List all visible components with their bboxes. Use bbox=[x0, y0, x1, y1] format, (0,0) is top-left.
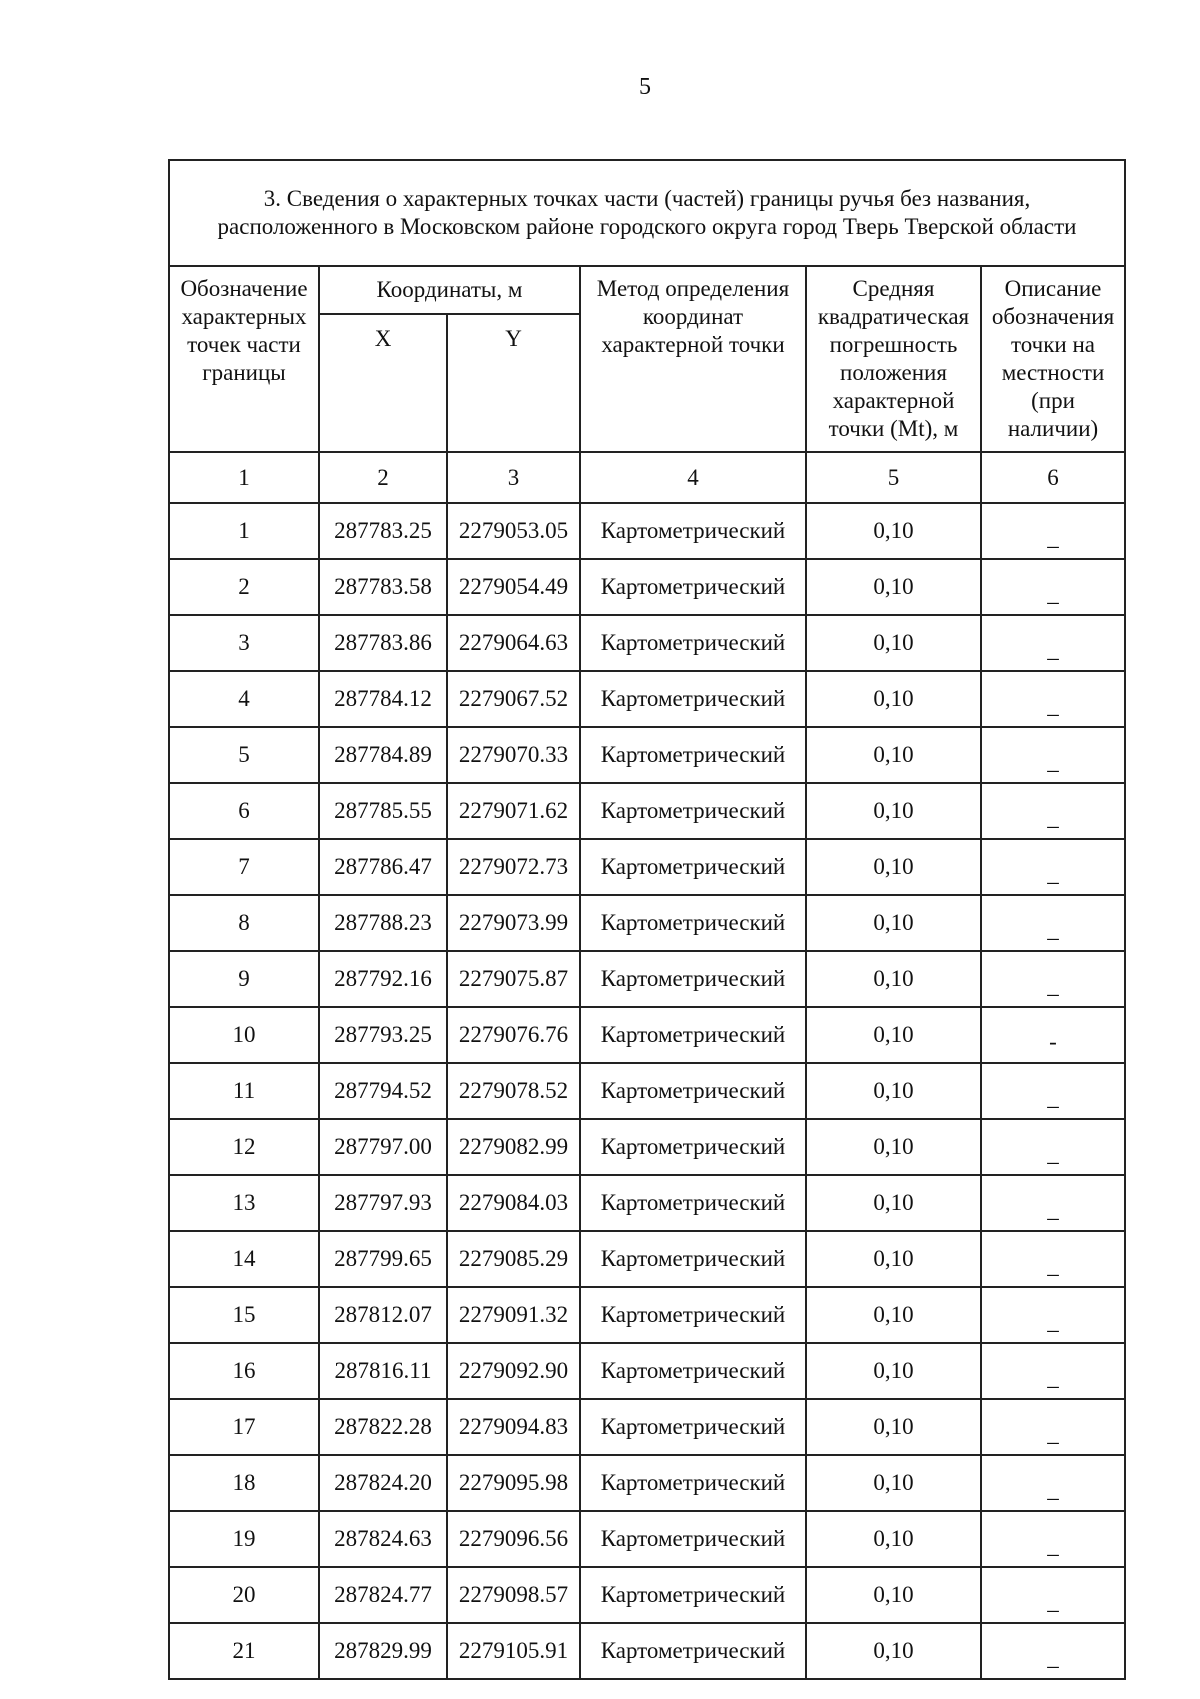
accuracy-cell: 0,10 bbox=[806, 951, 981, 1007]
y-coordinate-cell: 2279091.32 bbox=[447, 1287, 580, 1343]
y-coordinate-cell: 2279067.52 bbox=[447, 671, 580, 727]
description-cell: _ bbox=[981, 895, 1125, 951]
table-row bbox=[169, 559, 1125, 615]
header-x: X bbox=[319, 314, 447, 452]
boundary-points-table bbox=[168, 159, 1126, 1680]
accuracy-cell: 0,10 bbox=[806, 1007, 981, 1063]
description-cell: _ bbox=[981, 1063, 1125, 1119]
header-accuracy: Средняя квадратическая погрешность положения характерной точки (Mt), м bbox=[806, 266, 981, 452]
y-coordinate-cell: 2279072.73 bbox=[447, 839, 580, 895]
description-cell: _ bbox=[981, 559, 1125, 615]
header-description: Описание обозначения точки на местности (при наличии) bbox=[981, 266, 1125, 452]
y-coordinate-cell: 2279094.83 bbox=[447, 1399, 580, 1455]
y-coordinate-cell: 2279082.99 bbox=[447, 1119, 580, 1175]
description-cell: _ bbox=[981, 615, 1125, 671]
x-coordinate-cell: 287794.52 bbox=[319, 1063, 447, 1119]
point-number-cell: 2 bbox=[169, 559, 319, 615]
x-coordinate-cell: 287783.25 bbox=[319, 503, 447, 559]
description-cell: - bbox=[981, 1007, 1125, 1063]
x-coordinate-cell: 287786.47 bbox=[319, 839, 447, 895]
y-coordinate-cell: 2279075.87 bbox=[447, 951, 580, 1007]
accuracy-cell: 0,10 bbox=[806, 1623, 981, 1679]
method-cell: Картометрический bbox=[580, 1119, 806, 1175]
description-cell: _ bbox=[981, 1175, 1125, 1231]
table-body bbox=[169, 503, 1125, 1679]
description-cell: _ bbox=[981, 1119, 1125, 1175]
table-row bbox=[169, 1567, 1125, 1623]
header-y: Y bbox=[447, 314, 580, 452]
method-cell: Картометрический bbox=[580, 1007, 806, 1063]
x-coordinate-cell: 287822.28 bbox=[319, 1399, 447, 1455]
x-coordinate-cell: 287816.11 bbox=[319, 1343, 447, 1399]
accuracy-cell: 0,10 bbox=[806, 1511, 981, 1567]
point-number-cell: 10 bbox=[169, 1007, 319, 1063]
method-cell: Картометрический bbox=[580, 1063, 806, 1119]
description-cell: _ bbox=[981, 1231, 1125, 1287]
x-coordinate-cell: 287784.12 bbox=[319, 671, 447, 727]
table-row bbox=[169, 1063, 1125, 1119]
table-row bbox=[169, 1175, 1125, 1231]
method-cell: Картометрический bbox=[580, 1511, 806, 1567]
method-cell: Картометрический bbox=[580, 615, 806, 671]
description-cell: _ bbox=[981, 1343, 1125, 1399]
y-coordinate-cell: 2279078.52 bbox=[447, 1063, 580, 1119]
y-coordinate-cell: 2279098.57 bbox=[447, 1567, 580, 1623]
column-number: 6 bbox=[981, 452, 1125, 503]
table-title: 3. Сведения о характерных точках части (частей) границы ручья без названия, расположенного в Московском районе городского округа город Тверь Тверской области bbox=[169, 160, 1125, 266]
accuracy-cell: 0,10 bbox=[806, 1567, 981, 1623]
point-number-cell: 12 bbox=[169, 1119, 319, 1175]
x-coordinate-cell: 287793.25 bbox=[319, 1007, 447, 1063]
method-cell: Картометрический bbox=[580, 1455, 806, 1511]
y-coordinate-cell: 2279071.62 bbox=[447, 783, 580, 839]
column-number: 3 bbox=[447, 452, 580, 503]
description-cell: _ bbox=[981, 783, 1125, 839]
description-cell: _ bbox=[981, 1511, 1125, 1567]
x-coordinate-cell: 287824.77 bbox=[319, 1567, 447, 1623]
table-row bbox=[169, 1119, 1125, 1175]
x-coordinate-cell: 287783.86 bbox=[319, 615, 447, 671]
description-cell: _ bbox=[981, 951, 1125, 1007]
y-coordinate-cell: 2279095.98 bbox=[447, 1455, 580, 1511]
method-cell: Картометрический bbox=[580, 671, 806, 727]
table-row bbox=[169, 1287, 1125, 1343]
point-number-cell: 13 bbox=[169, 1175, 319, 1231]
description-cell: _ bbox=[981, 727, 1125, 783]
accuracy-cell: 0,10 bbox=[806, 839, 981, 895]
accuracy-cell: 0,10 bbox=[806, 615, 981, 671]
table-row bbox=[169, 615, 1125, 671]
description-cell: _ bbox=[981, 1623, 1125, 1679]
table-row bbox=[169, 1231, 1125, 1287]
table-row bbox=[169, 1343, 1125, 1399]
method-cell: Картометрический bbox=[580, 1287, 806, 1343]
method-cell: Картометрический bbox=[580, 559, 806, 615]
page-number: 5 bbox=[639, 74, 651, 100]
x-coordinate-cell: 287829.99 bbox=[319, 1623, 447, 1679]
point-number-cell: 5 bbox=[169, 727, 319, 783]
method-cell: Картометрический bbox=[580, 895, 806, 951]
x-coordinate-cell: 287792.16 bbox=[319, 951, 447, 1007]
method-cell: Картометрический bbox=[580, 951, 806, 1007]
point-number-cell: 9 bbox=[169, 951, 319, 1007]
point-number-cell: 1 bbox=[169, 503, 319, 559]
point-number-cell: 11 bbox=[169, 1063, 319, 1119]
point-number-cell: 7 bbox=[169, 839, 319, 895]
column-number: 5 bbox=[806, 452, 981, 503]
table-row bbox=[169, 727, 1125, 783]
accuracy-cell: 0,10 bbox=[806, 1175, 981, 1231]
accuracy-cell: 0,10 bbox=[806, 559, 981, 615]
header-coordinates: Координаты, м bbox=[319, 266, 580, 314]
point-number-cell: 15 bbox=[169, 1287, 319, 1343]
table-row bbox=[169, 1623, 1125, 1679]
description-cell: _ bbox=[981, 1567, 1125, 1623]
accuracy-cell: 0,10 bbox=[806, 783, 981, 839]
description-cell: _ bbox=[981, 503, 1125, 559]
column-number: 4 bbox=[580, 452, 806, 503]
point-number-cell: 18 bbox=[169, 1455, 319, 1511]
method-cell: Картометрический bbox=[580, 1567, 806, 1623]
y-coordinate-cell: 2279085.29 bbox=[447, 1231, 580, 1287]
point-number-cell: 20 bbox=[169, 1567, 319, 1623]
accuracy-cell: 0,10 bbox=[806, 1063, 981, 1119]
accuracy-cell: 0,10 bbox=[806, 1343, 981, 1399]
x-coordinate-cell: 287783.58 bbox=[319, 559, 447, 615]
method-cell: Картометрический bbox=[580, 503, 806, 559]
y-coordinate-cell: 2279054.49 bbox=[447, 559, 580, 615]
method-cell: Картометрический bbox=[580, 1623, 806, 1679]
y-coordinate-cell: 2279073.99 bbox=[447, 895, 580, 951]
table-row bbox=[169, 1399, 1125, 1455]
point-number-cell: 19 bbox=[169, 1511, 319, 1567]
description-cell: _ bbox=[981, 1399, 1125, 1455]
table-row bbox=[169, 895, 1125, 951]
table-row bbox=[169, 1511, 1125, 1567]
method-cell: Картометрический bbox=[580, 1343, 806, 1399]
accuracy-cell: 0,10 bbox=[806, 1455, 981, 1511]
x-coordinate-cell: 287785.55 bbox=[319, 783, 447, 839]
point-number-cell: 8 bbox=[169, 895, 319, 951]
table-row bbox=[169, 503, 1125, 559]
accuracy-cell: 0,10 bbox=[806, 1399, 981, 1455]
header-point-designation: Обозначение характерных точек части границы bbox=[169, 266, 319, 452]
point-number-cell: 4 bbox=[169, 671, 319, 727]
accuracy-cell: 0,10 bbox=[806, 671, 981, 727]
method-cell: Картометрический bbox=[580, 727, 806, 783]
method-cell: Картометрический bbox=[580, 783, 806, 839]
y-coordinate-cell: 2279076.76 bbox=[447, 1007, 580, 1063]
accuracy-cell: 0,10 bbox=[806, 1231, 981, 1287]
table-row bbox=[169, 783, 1125, 839]
accuracy-cell: 0,10 bbox=[806, 727, 981, 783]
description-cell: _ bbox=[981, 839, 1125, 895]
y-coordinate-cell: 2279084.03 bbox=[447, 1175, 580, 1231]
accuracy-cell: 0,10 bbox=[806, 1119, 981, 1175]
x-coordinate-cell: 287788.23 bbox=[319, 895, 447, 951]
table-row bbox=[169, 951, 1125, 1007]
y-coordinate-cell: 2279105.91 bbox=[447, 1623, 580, 1679]
table-row bbox=[169, 839, 1125, 895]
method-cell: Картометрический bbox=[580, 1231, 806, 1287]
y-coordinate-cell: 2279096.56 bbox=[447, 1511, 580, 1567]
table-row bbox=[169, 1007, 1125, 1063]
method-cell: Картометрический bbox=[580, 839, 806, 895]
description-cell: _ bbox=[981, 1287, 1125, 1343]
accuracy-cell: 0,10 bbox=[806, 895, 981, 951]
point-number-cell: 16 bbox=[169, 1343, 319, 1399]
table-row bbox=[169, 671, 1125, 727]
method-cell: Картометрический bbox=[580, 1175, 806, 1231]
column-numbers-row bbox=[169, 452, 1125, 503]
y-coordinate-cell: 2279053.05 bbox=[447, 503, 580, 559]
accuracy-cell: 0,10 bbox=[806, 503, 981, 559]
accuracy-cell: 0,10 bbox=[806, 1287, 981, 1343]
point-number-cell: 21 bbox=[169, 1623, 319, 1679]
y-coordinate-cell: 2279064.63 bbox=[447, 615, 580, 671]
table-row bbox=[169, 1455, 1125, 1511]
point-number-cell: 3 bbox=[169, 615, 319, 671]
header-method: Метод определения координат характерной точки bbox=[580, 266, 806, 452]
x-coordinate-cell: 287824.20 bbox=[319, 1455, 447, 1511]
point-number-cell: 17 bbox=[169, 1399, 319, 1455]
point-number-cell: 14 bbox=[169, 1231, 319, 1287]
y-coordinate-cell: 2279070.33 bbox=[447, 727, 580, 783]
x-coordinate-cell: 287824.63 bbox=[319, 1511, 447, 1567]
point-number-cell: 6 bbox=[169, 783, 319, 839]
description-cell: _ bbox=[981, 671, 1125, 727]
x-coordinate-cell: 287812.07 bbox=[319, 1287, 447, 1343]
y-coordinate-cell: 2279092.90 bbox=[447, 1343, 580, 1399]
method-cell: Картометрический bbox=[580, 1399, 806, 1455]
x-coordinate-cell: 287784.89 bbox=[319, 727, 447, 783]
x-coordinate-cell: 287797.93 bbox=[319, 1175, 447, 1231]
x-coordinate-cell: 287797.00 bbox=[319, 1119, 447, 1175]
x-coordinate-cell: 287799.65 bbox=[319, 1231, 447, 1287]
column-number: 2 bbox=[319, 452, 447, 503]
column-number: 1 bbox=[169, 452, 319, 503]
description-cell: _ bbox=[981, 1455, 1125, 1511]
